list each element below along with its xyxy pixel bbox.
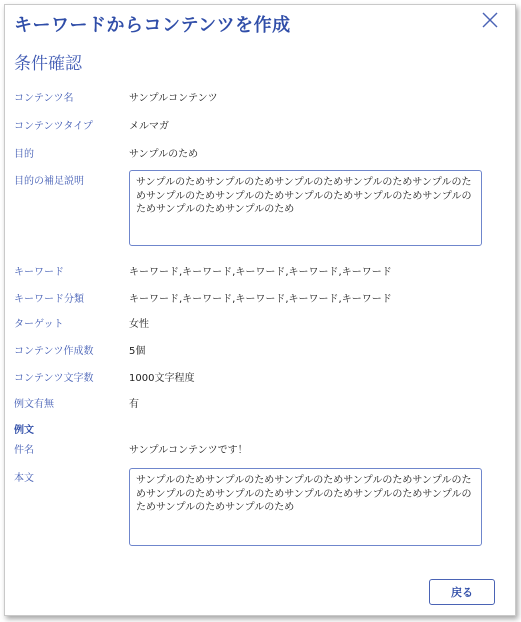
content-count-value: 5個 — [129, 346, 146, 357]
subject-label: 件名 — [14, 445, 34, 456]
keyword-category-label: キーワード分類 — [14, 294, 84, 305]
keywords-value: キーワード,キーワード,キーワード,キーワード,キーワード — [129, 267, 392, 278]
back-button[interactable]: 戻る — [429, 579, 495, 605]
content-type-value: メルマガ — [129, 121, 169, 132]
purpose-note-label: 目的の補足説明 — [14, 176, 84, 187]
target-value: 女性 — [129, 319, 149, 330]
subject-value: サンプルコンテンツです！ — [129, 445, 248, 456]
target-label: ターゲット — [14, 319, 64, 330]
content-count-label: コンテンツ作成数 — [14, 346, 94, 357]
example-flag-label: 例文有無 — [14, 399, 54, 410]
body-label: 本文 — [14, 473, 34, 484]
content-length-value: 1000文字程度 — [129, 373, 195, 384]
example-section-label: 例文 — [14, 425, 34, 436]
content-type-label: コンテンツタイプ — [14, 121, 93, 132]
content-name-value: サンプルコンテンツ — [129, 93, 218, 104]
keywords-label: キーワード — [14, 267, 64, 278]
example-flag-value: 有 — [129, 399, 139, 410]
purpose-label: 目的 — [14, 149, 34, 160]
close-icon[interactable] — [479, 9, 501, 31]
dialog — [4, 4, 516, 616]
keyword-category-value: キーワード,キーワード,キーワード,キーワード,キーワード — [129, 294, 392, 305]
content-length-label: コンテンツ文字数 — [14, 373, 94, 384]
section-title: 条件確認 — [14, 54, 82, 74]
purpose-value: サンプルのため — [129, 149, 199, 160]
purpose-note-textarea[interactable]: サンプルのためサンプルのためサンプルのためサンプルのためサンプルのためサンプルのためサンプルのためサンプルのためサンプルのためサンプルのためサンプルのためサンプルのため — [129, 170, 482, 246]
dialog-title: キーワードからコンテンツを作成 — [14, 15, 291, 36]
body-textarea[interactable]: サンプルのためサンプルのためサンプルのためサンプルのためサンプルのためサンプルのためサンプルのためサンプルのためサンプルのためサンプルのためサンプルのためサンプルのため — [129, 468, 482, 546]
content-name-label: コンテンツ名 — [14, 93, 74, 104]
